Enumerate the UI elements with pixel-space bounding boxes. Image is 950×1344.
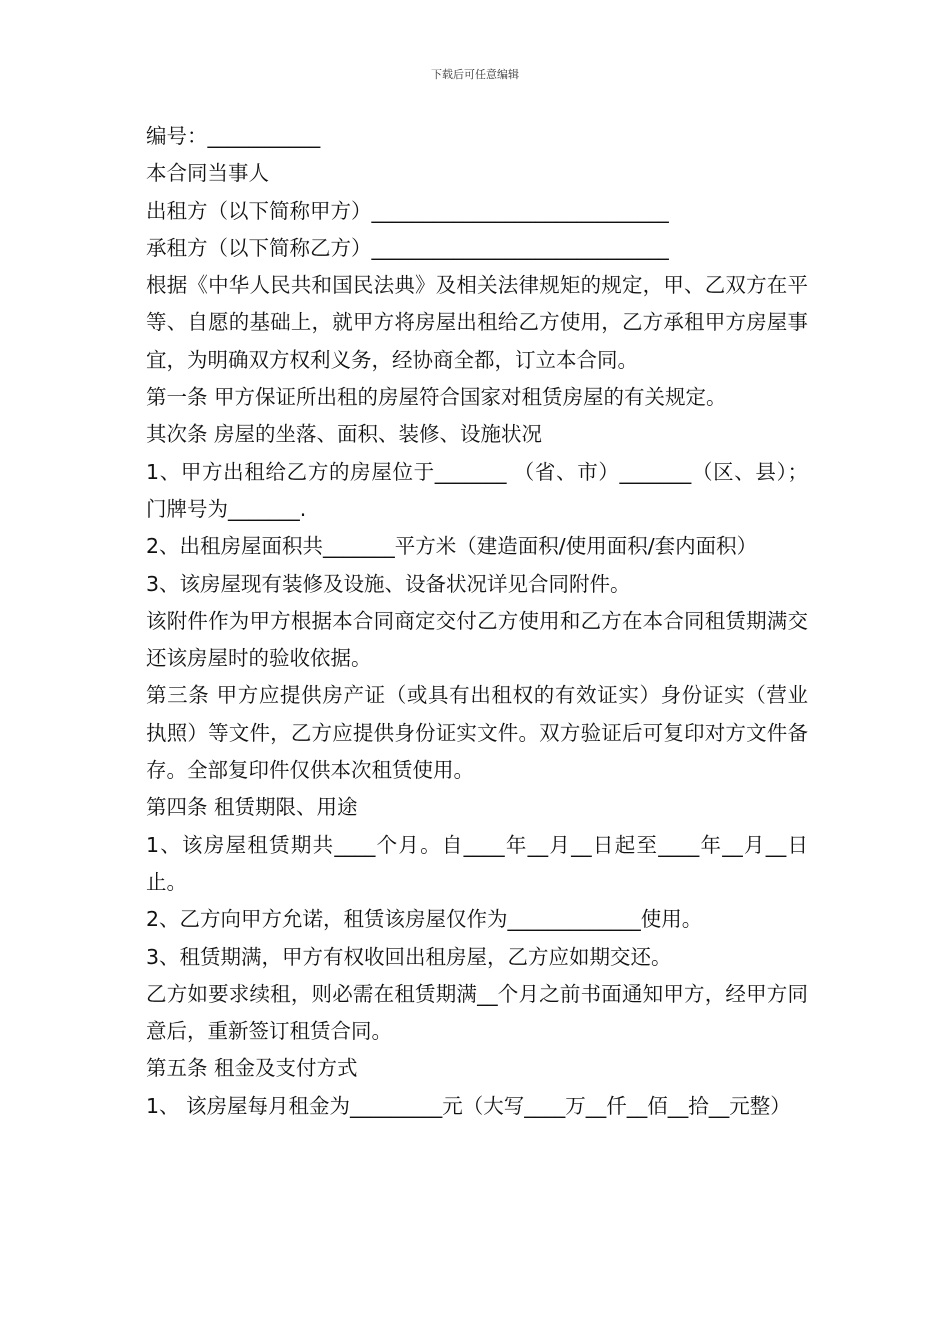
article-4-item-3: 3、租赁期满，甲方有权收回出租房屋，乙方应如期交还。 bbox=[146, 944, 672, 969]
article-5-heading: 第五条 租金及支付方式 bbox=[146, 1056, 358, 1081]
article-3: 第三条 甲方应提供房产证（或具有出租权的有效证实）身份证实（营业执照）等文件，乙方应提供身份证实文件。双方验证后可复印对方文件备存。全部复印件仅供本次租赁使用。 bbox=[146, 683, 808, 783]
contract-number-line: 编号：___________ bbox=[146, 124, 321, 148]
lessor-line: 出租方（以下简称甲方）_____________________________ bbox=[146, 198, 669, 223]
article-4-renewal: 乙方如要求续租，则必需在租赁期满__个月之前书面通知甲方，经甲方同意后，重新签订租赁合同。 bbox=[146, 981, 808, 1044]
article-2-item-1: 1、甲方出租给乙方的房屋位于_______ （省、市）_______（区、县）；门牌号为_______. bbox=[146, 459, 808, 521]
header-note: 下载后可任意编辑 bbox=[431, 68, 519, 81]
article-1: 第一条 甲方保证所出租的房屋符合国家对租赁房屋的有关规定。 bbox=[146, 385, 727, 410]
article-5-item-1: 1、 该房屋每月租金为_________元（大写____万__仟__佰__拾__元整） bbox=[146, 1093, 791, 1118]
parties-heading: 本合同当事人 bbox=[146, 161, 269, 186]
article-2-item-2: 2、出租房屋面积共_______平方米（建造面积/使用面积/套内面积） bbox=[146, 534, 758, 559]
contract-body bbox=[146, 118, 808, 1125]
article-2-item-3: 3、该房屋现有装修及设施、设备状况详见合同附件。 bbox=[146, 571, 631, 596]
article-4-heading: 第四条 租赁期限、用途 bbox=[146, 795, 358, 820]
article-2-attachment-note: 该附件作为甲方根据本合同商定交付乙方使用和乙方在本合同租赁期满交还该房屋时的验收依据。 bbox=[146, 608, 808, 671]
lessee-line: 承租方（以下简称乙方）_____________________________ bbox=[146, 235, 669, 260]
article-2-heading: 其次条 房屋的坐落、面积、装修、设施状况 bbox=[146, 422, 543, 447]
article-4-item-2: 2、乙方向甲方允诺，租赁该房屋仅作为_____________使用。 bbox=[146, 907, 703, 932]
article-4-item-1: 1、该房屋租赁期共____个月。自____年__月__日起至____年__月__日止。 bbox=[146, 832, 808, 894]
preamble-paragraph: 根据《中华人民共和国民法典》及相关法律规矩的规定，甲、乙双方在平等、自愿的基础上，就甲方将房屋出租给乙方使用，乙方承租甲方房屋事宜，为明确双方权利义务，经协商全都，订立本合同。 bbox=[146, 273, 808, 372]
